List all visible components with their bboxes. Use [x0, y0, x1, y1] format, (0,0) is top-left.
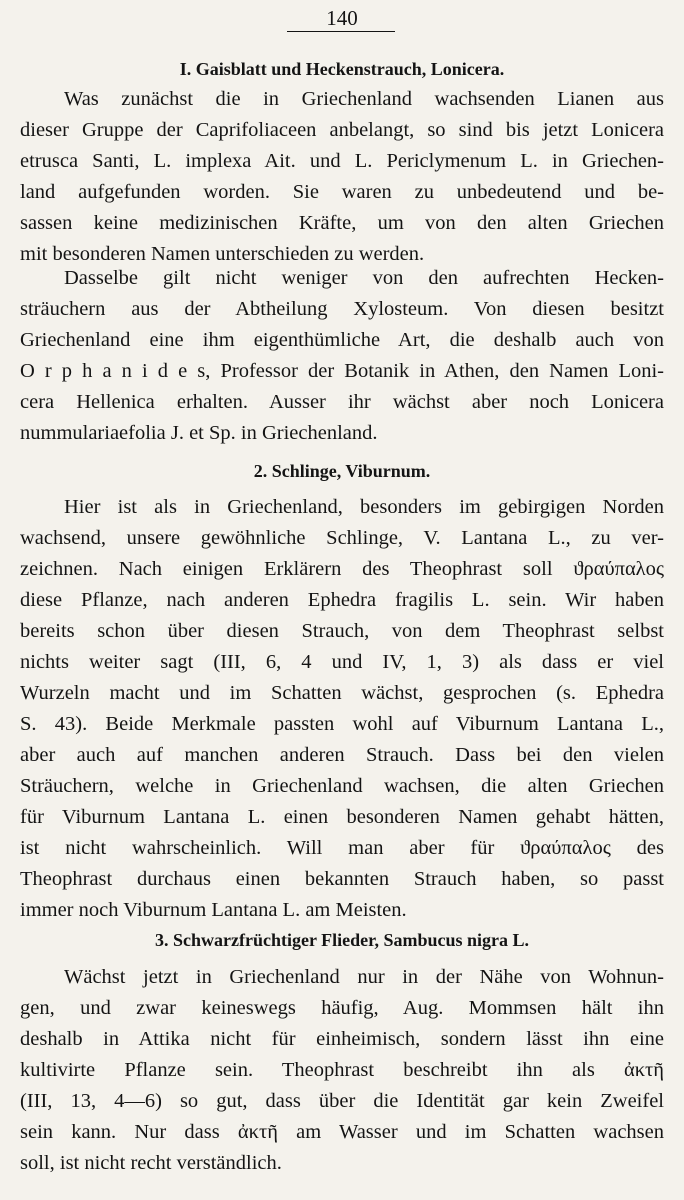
text-line: aber auch auf manchen anderen Strauch. Dass bei den vielen — [20, 744, 664, 766]
text-line: Wurzeln macht und im Schatten wächst, gesprochen (s. Ephedra — [20, 682, 664, 704]
text-line: Griechenland eine ihm eigenthümliche Art, die deshalb auch von — [20, 329, 664, 351]
text-line: etrusca Santi, L. implexa Ait. und L. Periclymenum L. in Griechen- — [20, 150, 664, 172]
text-line: diese Pflanze, nach anderen Ephedra fragilis L. sein. Wir haben — [20, 589, 664, 611]
text-line: deshalb in Attika nicht für einheimisch, sondern lässt ihn eine — [20, 1028, 664, 1050]
text-line: Hier ist als in Griechenland, besonders im gebirgigen Norden — [64, 496, 664, 518]
section-heading-sambucus: 3. Schwarzfrüchtiger Flieder, Sambucus nigra L. — [155, 930, 529, 950]
text-line: Was zunächst die in Griechenland wachsenden Lianen aus — [64, 88, 664, 110]
paragraph-lonicera-lianas — [20, 84, 664, 270]
paragraph-viburnum — [20, 492, 664, 926]
text-line: Dasselbe gilt nicht weniger von den aufrechten Hecken- — [64, 267, 664, 289]
text-line: für Viburnum Lantana L. einen besonderen Namen gehabt hätten, — [20, 806, 664, 828]
paragraph-sambucus — [20, 962, 664, 1179]
text-line: O r p h a n i d e s, Professor der Botanik in Athen, den Namen Loni- — [20, 360, 664, 382]
text-line: Wächst jetzt in Griechenland nur in der Nähe von Wohnun- — [64, 966, 664, 988]
page-number: 140 — [326, 6, 358, 30]
text-line: (III, 13, 4—6) so gut, dass über die Identität gar kein Zweifel — [20, 1090, 664, 1112]
text-line: S. 43). Beide Merkmale passten wohl auf Viburnum Lantana L., — [20, 713, 664, 735]
text-line: wachsend, unsere gewöhnliche Schlinge, V. Lantana L., zu ver- — [20, 527, 664, 549]
text-line: cera Hellenica erhalten. Ausser ihr wächst aber noch Lonicera — [20, 391, 664, 413]
paragraph-lonicera-shrubs — [20, 263, 664, 449]
text-line: kultivirte Pflanze sein. Theophrast beschreibt ihn als ἀκτῆ — [20, 1059, 664, 1081]
text-line: ist nicht wahrscheinlich. Will man aber für ϑραύπαλος des — [20, 837, 664, 859]
text-line: sassen keine medizinischen Kräfte, um von den alten Griechen — [20, 212, 664, 234]
text-line: nichts weiter sagt (III, 6, 4 und IV, 1, 3) als dass er viel — [20, 651, 664, 673]
text-line: immer noch Viburnum Lantana L. am Meisten. — [20, 899, 407, 921]
text-line: nummulariaefolia J. et Sp. in Griechenland. — [20, 422, 378, 444]
text-line: Sträuchern, welche in Griechenland wachsen, die alten Griechen — [20, 775, 664, 797]
text-line: Theophrast durchaus einen bekannten Strauch haben, so passt — [20, 868, 664, 890]
text-line: sein kann. Nur dass ἀκτῆ am Wasser und im Schatten wachsen — [20, 1121, 664, 1143]
text-line: bereits schon über diesen Strauch, von dem Theophrast selbst — [20, 620, 664, 642]
section-heading-viburnum: 2. Schlinge, Viburnum. — [253, 461, 431, 481]
text-line: soll, ist nicht recht verständlich. — [20, 1152, 282, 1174]
text-line: mit besonderen Namen unterschieden zu werden. — [20, 243, 425, 265]
text-line: land aufgefunden worden. Sie waren zu unbedeutend und be- — [20, 181, 664, 203]
text-line: sträuchern aus der Abtheilung Xylosteum. Von diesen besitzt — [20, 298, 664, 320]
section-heading-lonicera: I. Gaisblatt und Heckenstrauch, Lonicera. — [179, 59, 505, 79]
text-line: zeichnen. Nach einigen Erklärern des Theophrast soll ϑραύπαλος — [20, 558, 664, 580]
text-line: gen, und zwar keineswegs häufig, Aug. Mommsen hält ihn — [20, 997, 664, 1019]
page-number-rule — [287, 31, 395, 32]
text-line: dieser Gruppe der Caprifoliaceen anbelangt, so sind bis jetzt Lonicera — [20, 119, 664, 141]
